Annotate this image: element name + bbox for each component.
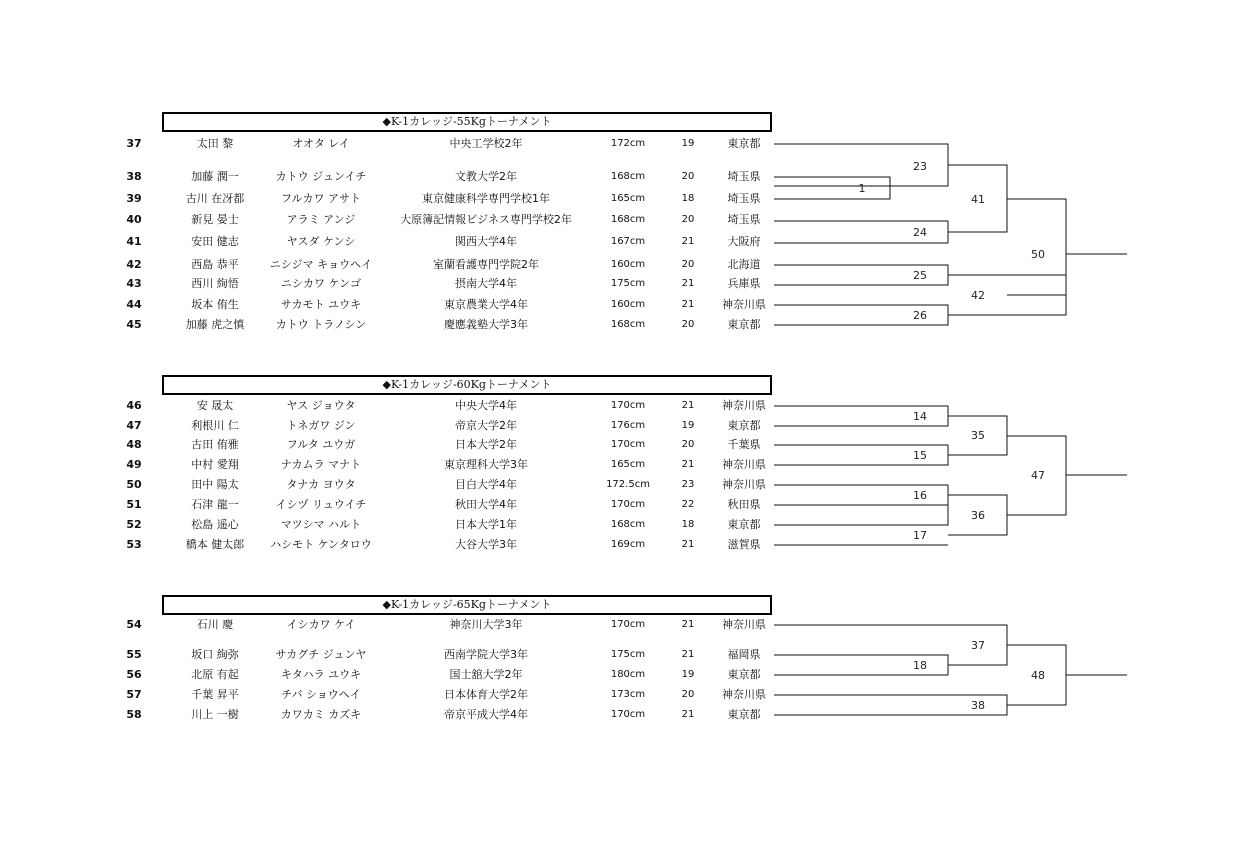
fighter-age: 20 (681, 689, 695, 700)
fighter-age: 20 (681, 171, 695, 182)
fighter-age: 21 (681, 709, 695, 720)
fighter-school: 大原簿記情報ビジネス専門学校2年 (400, 213, 572, 226)
match-number: 18 (913, 659, 927, 672)
fighter-name: 松島 遥心 (191, 518, 239, 531)
fighter-name: 中村 愛翔 (191, 458, 239, 471)
entry-number: 54 (126, 618, 142, 631)
fighter-school: 日本大学2年 (455, 438, 517, 451)
fighter-name: 西川 絢悟 (191, 277, 239, 290)
fighter-kana: オオタ レイ (292, 137, 350, 150)
match-number: 36 (971, 509, 985, 522)
entry-number: 45 (126, 318, 142, 331)
fighter-prefecture: 大阪府 (727, 235, 761, 248)
fighter-name: 古川 在冴都 (185, 192, 245, 205)
fighter-prefecture: 東京都 (727, 419, 761, 432)
fighter-name: 太田 黎 (196, 137, 234, 150)
entry-number: 47 (126, 419, 142, 432)
fighter-prefecture: 北海道 (727, 258, 761, 271)
fighter-kana: フルタ ユウガ (286, 438, 356, 451)
entry-number: 48 (126, 438, 142, 451)
match-number: 14 (913, 410, 927, 423)
fighter-height: 167cm (610, 236, 646, 247)
fighter-height: 170cm (610, 709, 646, 720)
fighter-prefecture: 東京都 (727, 518, 761, 531)
entry-number: 57 (126, 688, 142, 701)
fighter-height: 180cm (610, 669, 646, 680)
fighter-name: 利根川 仁 (191, 419, 239, 432)
entry-number: 43 (126, 277, 142, 290)
fighter-height: 165cm (610, 193, 646, 204)
fighter-prefecture: 千葉県 (727, 438, 761, 451)
entry-number: 42 (126, 258, 142, 271)
match-number: 17 (913, 529, 927, 542)
match-number: 25 (913, 269, 927, 282)
fighter-kana: ナカムラ マナト (280, 458, 362, 471)
fighter-school: 帝京平成大学4年 (444, 708, 528, 721)
fighter-prefecture: 神奈川県 (722, 458, 766, 471)
fighter-prefecture: 兵庫県 (727, 277, 761, 290)
fighter-school: 関西大学4年 (455, 235, 517, 248)
fighter-height: 168cm (610, 171, 646, 182)
fighter-kana: イシヅ リュウイチ (275, 498, 367, 511)
entry-number: 56 (126, 668, 142, 681)
fighter-name: 加藤 潤一 (191, 170, 239, 183)
fighter-name: 坂本 侑生 (191, 298, 239, 311)
fighter-kana: カトウ ジュンイチ (275, 170, 367, 183)
fighter-age: 21 (681, 649, 695, 660)
fighter-kana: イシカワ ケイ (286, 618, 356, 631)
match-number: 1 (858, 182, 866, 195)
fighter-kana: カワカミ カズキ (280, 708, 362, 721)
fighter-age: 20 (681, 319, 695, 330)
section-title-65kg: ◆K-1カレッジ-65Kgトーナメント (162, 595, 772, 615)
entry-number: 53 (126, 538, 142, 551)
fighter-age: 21 (681, 236, 695, 247)
fighter-prefecture: 神奈川県 (722, 618, 766, 631)
fighter-age: 21 (681, 278, 695, 289)
fighter-height: 172.5cm (606, 479, 650, 490)
fighter-school: 大谷大学3年 (455, 538, 517, 551)
fighter-height: 170cm (610, 619, 646, 630)
fighter-school: 中央工学校2年 (449, 137, 523, 150)
fighter-kana: アラミ アンジ (286, 213, 356, 226)
fighter-age: 19 (681, 669, 695, 680)
fighter-prefecture: 埼玉県 (727, 213, 761, 226)
fighter-kana: カトウ トラノシン (275, 318, 367, 331)
fighter-school: 神奈川大学3年 (449, 618, 523, 631)
fighter-name: 田中 陽太 (191, 478, 239, 491)
fighter-name: 川上 一樹 (191, 708, 239, 721)
fighter-school: 日本体育大学2年 (444, 688, 528, 701)
fighter-kana: ヤス ジョウタ (286, 399, 356, 412)
entry-number: 50 (126, 478, 142, 491)
fighter-height: 165cm (610, 459, 646, 470)
fighter-school: 摂南大学4年 (455, 277, 517, 290)
fighter-school: 帝京大学2年 (455, 419, 517, 432)
fighter-school: 中央大学4年 (455, 399, 517, 412)
fighter-age: 21 (681, 299, 695, 310)
match-number: 47 (1031, 469, 1045, 482)
fighter-name: 西島 恭平 (191, 258, 239, 271)
fighter-school: 西南学院大学3年 (444, 648, 528, 661)
fighter-kana: ニシジマ キョウヘイ (269, 258, 373, 271)
entry-number: 39 (126, 192, 142, 205)
fighter-school: 室蘭看護専門学院2年 (433, 258, 539, 271)
entry-number: 40 (126, 213, 142, 226)
fighter-school: 目白大学4年 (455, 478, 517, 491)
fighter-height: 168cm (610, 519, 646, 530)
fighter-age: 20 (681, 259, 695, 270)
entry-number: 41 (126, 235, 142, 248)
fighter-age: 18 (681, 519, 695, 530)
fighter-prefecture: 東京都 (727, 318, 761, 331)
fighter-age: 21 (681, 459, 695, 470)
fighter-height: 169cm (610, 539, 646, 550)
fighter-prefecture: 神奈川県 (722, 298, 766, 311)
bracket-line (1007, 199, 1066, 295)
fighter-kana: ヤスダ ケンシ (286, 235, 356, 248)
match-number: 41 (971, 193, 985, 206)
fighter-name: 安田 健志 (191, 235, 239, 248)
fighter-height: 170cm (610, 400, 646, 411)
fighter-age: 18 (681, 193, 695, 204)
fighter-kana: ハシモト ケンタロウ (270, 538, 372, 551)
match-number: 35 (971, 429, 985, 442)
entry-number: 37 (126, 137, 142, 150)
match-number: 26 (913, 309, 927, 322)
fighter-prefecture: 神奈川県 (722, 478, 766, 491)
fighter-school: 秋田大学4年 (455, 498, 517, 511)
fighter-prefecture: 福岡県 (727, 648, 761, 661)
fighter-height: 175cm (610, 649, 646, 660)
fighter-name: 北原 有起 (191, 668, 239, 681)
match-number: 37 (971, 639, 985, 652)
entry-number: 58 (126, 708, 142, 721)
fighter-height: 170cm (610, 439, 646, 450)
fighter-age: 19 (681, 138, 695, 149)
match-number: 48 (1031, 669, 1045, 682)
section-title-55kg: ◆K-1カレッジ-55Kgトーナメント (162, 112, 772, 132)
fighter-kana: フルカワ アサト (280, 192, 362, 205)
fighter-name: 安 晟太 (196, 399, 234, 412)
entry-number: 46 (126, 399, 142, 412)
match-number: 50 (1031, 248, 1045, 261)
match-number: 23 (913, 160, 927, 173)
entry-number: 51 (126, 498, 142, 511)
fighter-kana: サカモト ユウキ (280, 298, 362, 311)
fighter-age: 21 (681, 619, 695, 630)
fighter-kana: チバ ショウヘイ (281, 688, 361, 701)
fighter-prefecture: 東京都 (727, 137, 761, 150)
fighter-school: 慶應義塾大学3年 (444, 318, 528, 331)
entry-number: 44 (126, 298, 142, 311)
fighter-prefecture: 埼玉県 (727, 192, 761, 205)
match-number: 42 (971, 289, 985, 302)
fighter-height: 172cm (610, 138, 646, 149)
fighter-age: 21 (681, 400, 695, 411)
fighter-name: 石津 龍一 (191, 498, 239, 511)
match-number: 15 (913, 449, 927, 462)
fighter-school: 国士舘大学2年 (449, 668, 523, 681)
match-number: 24 (913, 226, 927, 239)
fighter-kana: キタハラ ユウキ (280, 668, 362, 681)
fighter-school: 文教大学2年 (455, 170, 517, 183)
fighter-prefecture: 神奈川県 (722, 688, 766, 701)
fighter-height: 173cm (610, 689, 646, 700)
fighter-age: 21 (681, 539, 695, 550)
fighter-name: 石川 慶 (196, 618, 234, 631)
fighter-name: 橋本 健太郎 (185, 538, 245, 551)
fighter-kana: マツシマ ハルト (280, 518, 362, 531)
fighter-kana: ニシカワ ケンゴ (281, 277, 361, 290)
fighter-age: 20 (681, 439, 695, 450)
match-number: 38 (971, 699, 985, 712)
fighter-prefecture: 滋賀県 (727, 538, 761, 551)
fighter-age: 20 (681, 214, 695, 225)
fighter-name: 加藤 虎之慎 (185, 318, 245, 331)
fighter-name: 古田 侑雅 (191, 438, 239, 451)
fighter-height: 170cm (610, 499, 646, 510)
fighter-height: 168cm (610, 214, 646, 225)
fighter-height: 175cm (610, 278, 646, 289)
fighter-age: 22 (681, 499, 695, 510)
fighter-name: 坂口 絢弥 (191, 648, 239, 661)
fighter-prefecture: 東京都 (727, 708, 761, 721)
fighter-age: 23 (681, 479, 695, 490)
fighter-school: 日本大学1年 (455, 518, 517, 531)
fighter-name: 新見 晏士 (191, 213, 239, 226)
fighter-school: 東京健康科学専門学校1年 (422, 192, 550, 205)
bracket-line (774, 177, 890, 199)
entry-number: 52 (126, 518, 142, 531)
match-number: 16 (913, 489, 927, 502)
fighter-prefecture: 神奈川県 (722, 399, 766, 412)
fighter-kana: サカグチ ジュンヤ (275, 648, 367, 661)
fighter-age: 19 (681, 420, 695, 431)
fighter-prefecture: 埼玉県 (727, 170, 761, 183)
fighter-prefecture: 秋田県 (727, 498, 761, 511)
fighter-height: 160cm (610, 259, 646, 270)
fighter-kana: タナカ ヨウタ (286, 478, 356, 491)
fighter-kana: トネガワ ジン (286, 419, 356, 432)
fighter-height: 160cm (610, 299, 646, 310)
fighter-prefecture: 東京都 (727, 668, 761, 681)
fighter-height: 168cm (610, 319, 646, 330)
fighter-name: 千葉 昇平 (191, 688, 239, 701)
entry-number: 38 (126, 170, 142, 183)
fighter-school: 東京理科大学3年 (444, 458, 528, 471)
section-title-60kg: ◆K-1カレッジ-60Kgトーナメント (162, 375, 772, 395)
fighter-school: 東京農業大学4年 (444, 298, 528, 311)
entry-number: 49 (126, 458, 142, 471)
fighter-height: 176cm (610, 420, 646, 431)
entry-number: 55 (126, 648, 142, 661)
